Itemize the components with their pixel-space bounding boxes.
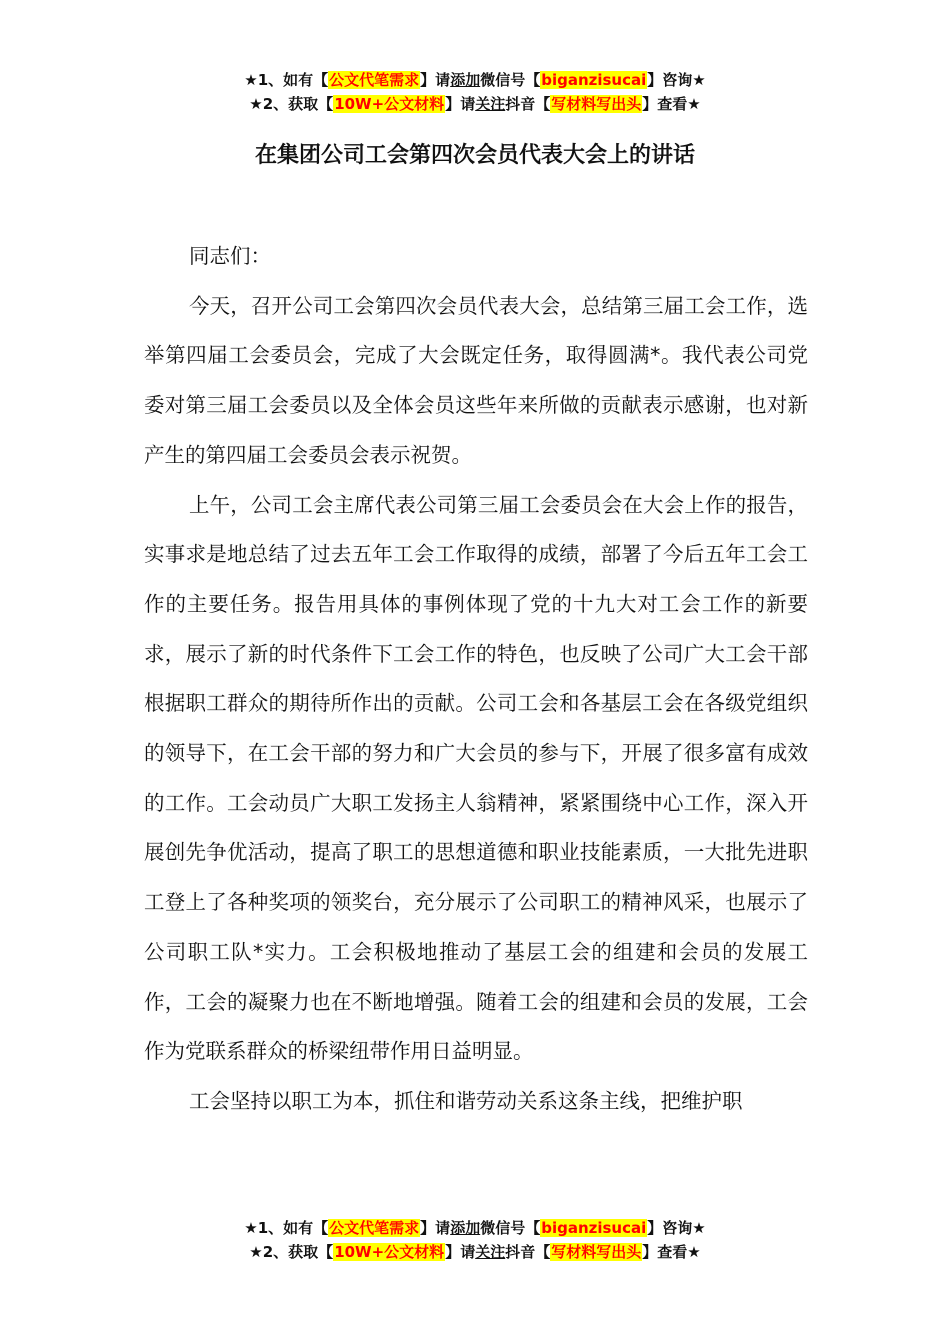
banner-emphasis: 关注 (475, 1243, 506, 1261)
banner-text: 微信号【 (480, 1219, 541, 1237)
banner-text: 微信号【 (480, 71, 541, 89)
header-banner-line-1 (0, 68, 950, 92)
banner-text: ★2、获取【 (249, 1243, 334, 1261)
banner-text: 】咨询★ (647, 1219, 706, 1237)
banner-text: 抖音【 (505, 95, 551, 113)
banner-emphasis: 添加 (450, 1219, 481, 1237)
banner-highlight: 10W+公文材料 (334, 1243, 445, 1261)
banner-highlight: 写材料写出头 (551, 95, 642, 113)
salutation: 同志们： (189, 244, 271, 268)
body-paragraph: 今天，召开公司工会第四次会员代表大会，总结第三届工会工作，选举第四届工会委员会，完成了大会既定任务，取得圆满*。我代表公司党委对第三届工会委员以及全体会员这些年来所做的贡献表示感谢，也对新产生的第四届工会委员会表示祝贺。 (144, 293, 808, 467)
document-body (144, 232, 808, 1127)
banner-text: ★1、如有【 (244, 1219, 329, 1237)
header-banner-line-2 (0, 92, 950, 116)
banner-highlight: 写材料写出头 (551, 1243, 642, 1261)
banner-highlight: biganzisucai (541, 71, 647, 89)
banner-emphasis: 关注 (475, 95, 506, 113)
banner-text: 】请 (445, 95, 476, 113)
banner-text: 抖音【 (505, 1243, 551, 1261)
banner-emphasis: 添加 (450, 71, 481, 89)
banner-text: 】咨询★ (647, 71, 706, 89)
header-banner (0, 68, 950, 116)
banner-text: ★1、如有【 (244, 71, 329, 89)
banner-text: 】请 (420, 1219, 451, 1237)
banner-highlight: 公文代笔需求 (329, 1219, 420, 1237)
banner-highlight: 公文代笔需求 (329, 71, 420, 89)
banner-text: 】查看★ (642, 1243, 701, 1261)
footer-banner (0, 1216, 950, 1264)
banner-text: 】请 (445, 1243, 476, 1261)
footer-banner-line-1 (0, 1216, 950, 1240)
banner-text: 】请 (420, 71, 451, 89)
banner-text: 】查看★ (642, 95, 701, 113)
document-title: 在集团公司工会第四次会员代表大会上的讲话 (254, 143, 695, 168)
body-paragraph: 工会坚持以职工为本，抓住和谐劳动关系这条主线，把维护职 (189, 1088, 743, 1113)
banner-text: ★2、获取【 (249, 95, 334, 113)
banner-highlight: biganzisucai (541, 1219, 647, 1237)
banner-highlight: 10W+公文材料 (334, 95, 445, 113)
footer-banner-line-2 (0, 1240, 950, 1264)
body-paragraph: 上午，公司工会主席代表公司第三届工会委员会在大会上作的报告，实事求是地总结了过去五年工会工作取得的成绩，部署了今后五年工会工作的主要任务。报告用具体的事例体现了党的十九大对工会工作的新要求，展示了新的时代条件下工会工作的特色，也反映了公司广大工会干部根据职工群众的期待所作出的贡献。公司工会和各基层工会在各级党组织的领导下，在工会干部的努力和广大会员的参与下，开展了很多富有成效的工作。工会动员广大职工发扬主人翁精神，紧紧围绕中心工作，深入开展创先争优活动，提高了职工的思想道德和职业技能素质，一大批先进职工登上了各种奖项的领奖台，充分展示了公司职工的精神风采，也展示了公司职工队*实力。工会积极地推动了基层工会的组建和会员的发展工作，工会的凝聚力也在不断地增强。随着工会的组建和会员的发展，工会作为党联系群众的桥梁纽带作用日益明显。 (144, 492, 808, 1064)
